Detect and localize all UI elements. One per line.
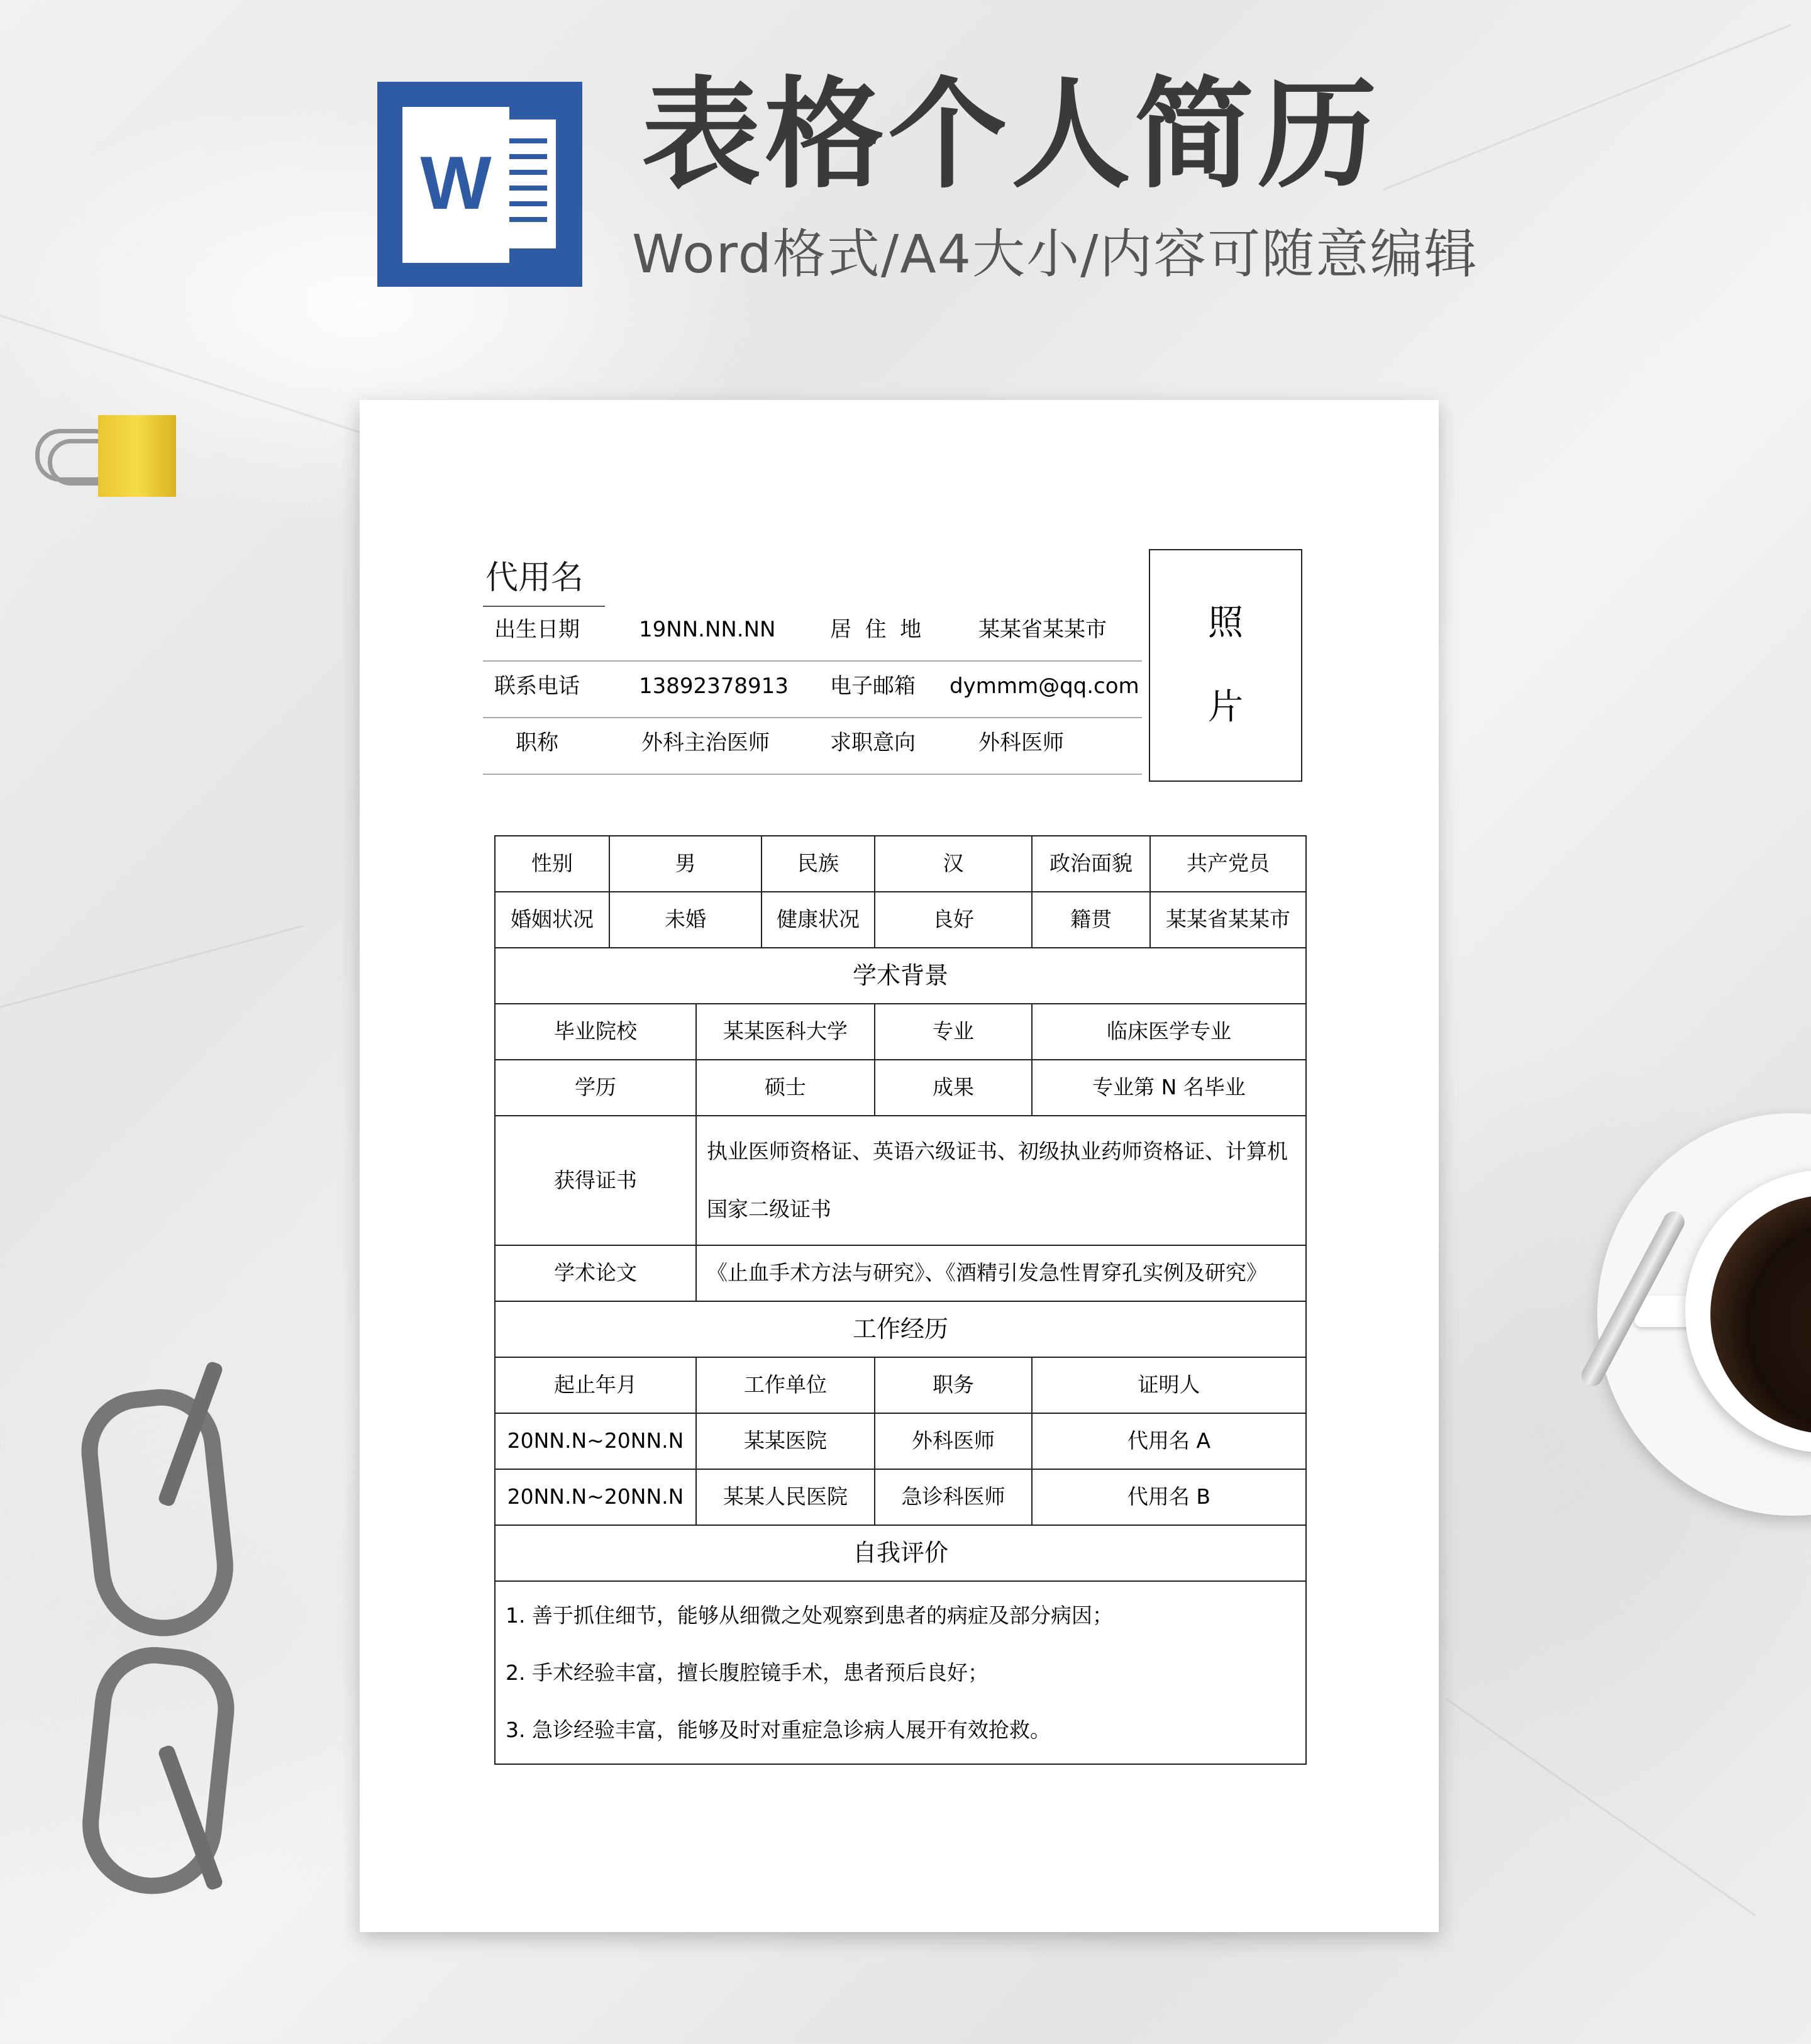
info-label: 联系电话: [494, 674, 580, 699]
basic-label: 籍贯: [1032, 892, 1150, 948]
work-cell: 外科医师: [875, 1413, 1032, 1469]
work-cell: 20NN.N~20NN.N: [495, 1413, 696, 1469]
info-value: 19NN.NN.NN: [639, 617, 776, 642]
work-header: 证明人: [1032, 1357, 1306, 1413]
academic-label: 专业: [875, 1004, 1032, 1060]
paper-label: 学术论文: [495, 1245, 696, 1301]
basic-value: 未婚: [609, 892, 762, 948]
basic-value: 共产党员: [1150, 836, 1306, 892]
marble-vein: [1446, 1698, 1756, 1916]
table-row: [495, 1413, 1306, 1469]
info-value: 外科医师: [978, 730, 1064, 755]
academic-label: 毕业院校: [495, 1004, 696, 1060]
basic-value: 汉: [875, 836, 1032, 892]
basic-label: 政治面貌: [1032, 836, 1150, 892]
coffee-cup: [1597, 1113, 1811, 1516]
info-row: [483, 660, 1142, 718]
basic-label: 民族: [762, 836, 875, 892]
work-cell: 代用名 A: [1032, 1413, 1306, 1469]
table-row: [495, 836, 1306, 892]
work-cell: 代用名 B: [1032, 1469, 1306, 1525]
info-label: 出生日期: [494, 617, 580, 642]
table-row: [495, 1116, 1306, 1245]
page-subtitle: Word格式/A4大小/内容可随意编辑: [632, 223, 1478, 285]
marble-vein: [0, 925, 304, 1008]
info-value: 13892378913: [639, 674, 789, 699]
photo-box: [1149, 549, 1302, 782]
section-academic-title: 学术背景: [495, 948, 1306, 1004]
work-header: 职务: [875, 1357, 1032, 1413]
academic-value: 专业第 N 名毕业: [1032, 1060, 1306, 1116]
paper-value: 《止血手术方法与研究》、《酒精引发急性胃穿孔实例及研究》: [696, 1245, 1306, 1301]
info-label: 职称: [516, 730, 558, 755]
section-row: [495, 1301, 1306, 1357]
info-label: 电子邮箱: [830, 674, 916, 699]
academic-label: 学历: [495, 1060, 696, 1116]
info-label: 居 住 地: [830, 617, 922, 642]
table-row: [495, 892, 1306, 948]
table-row: [495, 1004, 1306, 1060]
basic-label: 性别: [495, 836, 609, 892]
info-value: 外科主治医师: [641, 730, 770, 755]
academic-value: 硕士: [696, 1060, 875, 1116]
photo-label: 照: [1208, 603, 1243, 643]
basic-value: 良好: [875, 892, 1032, 948]
cert-value: 执业医师资格证、英语六级证书、初级执业药师资格证、计算机国家二级证书: [696, 1116, 1306, 1245]
basic-label: 健康状况: [762, 892, 875, 948]
table-row: [495, 1060, 1306, 1116]
table-row: [495, 1357, 1306, 1413]
photo-label: 片: [1208, 687, 1243, 728]
section-work-title: 工作经历: [495, 1301, 1306, 1357]
table-row: [495, 1245, 1306, 1301]
eval-list: [495, 1581, 1306, 1764]
info-label: 求职意向: [830, 730, 916, 755]
word-icon: [377, 82, 582, 287]
cert-label: 获得证书: [495, 1116, 696, 1245]
table-row: [495, 1581, 1306, 1764]
basic-value: 某某省某某市: [1150, 892, 1306, 948]
resume-table: [494, 835, 1307, 1765]
section-row: [495, 1525, 1306, 1581]
marble-vein: [1383, 24, 1792, 191]
section-eval-title: 自我评价: [495, 1525, 1306, 1581]
table-row: [495, 1469, 1306, 1525]
academic-value: 临床医学专业: [1032, 1004, 1306, 1060]
work-header: 起止年月: [495, 1357, 696, 1413]
eval-item: 3. 急诊经验丰富，能够及时对重症急诊病人展开有效抢救。: [506, 1718, 1051, 1742]
section-row: [495, 948, 1306, 1004]
basic-label: 婚姻状况: [495, 892, 609, 948]
academic-value: 某某医科大学: [696, 1004, 875, 1060]
work-cell: 急诊科医师: [875, 1469, 1032, 1525]
word-logo-letter: W: [420, 141, 492, 225]
eval-item: 1. 善于抓住细节，能够从细微之处观察到患者的病症及部分病因；: [506, 1603, 1113, 1628]
info-value: 某某省某某市: [978, 617, 1107, 642]
binder-clip: [35, 415, 148, 497]
academic-label: 成果: [875, 1060, 1032, 1116]
info-value: dymmm@qq.com: [950, 674, 1139, 699]
work-cell: 某某医院: [696, 1413, 875, 1469]
basic-value: 男: [609, 836, 762, 892]
info-row: [483, 604, 1142, 662]
work-cell: 某某人民医院: [696, 1469, 875, 1525]
glasses: [75, 1352, 239, 1893]
work-cell: 20NN.N~20NN.N: [495, 1469, 696, 1525]
info-row: [483, 717, 1142, 775]
eval-item: 2. 手术经验丰富，擅长腹腔镜手术，患者预后良好；: [506, 1660, 989, 1685]
page-title: 表格个人简历: [641, 65, 1382, 204]
resume-name: 代用名: [485, 559, 584, 597]
work-header: 工作单位: [696, 1357, 875, 1413]
